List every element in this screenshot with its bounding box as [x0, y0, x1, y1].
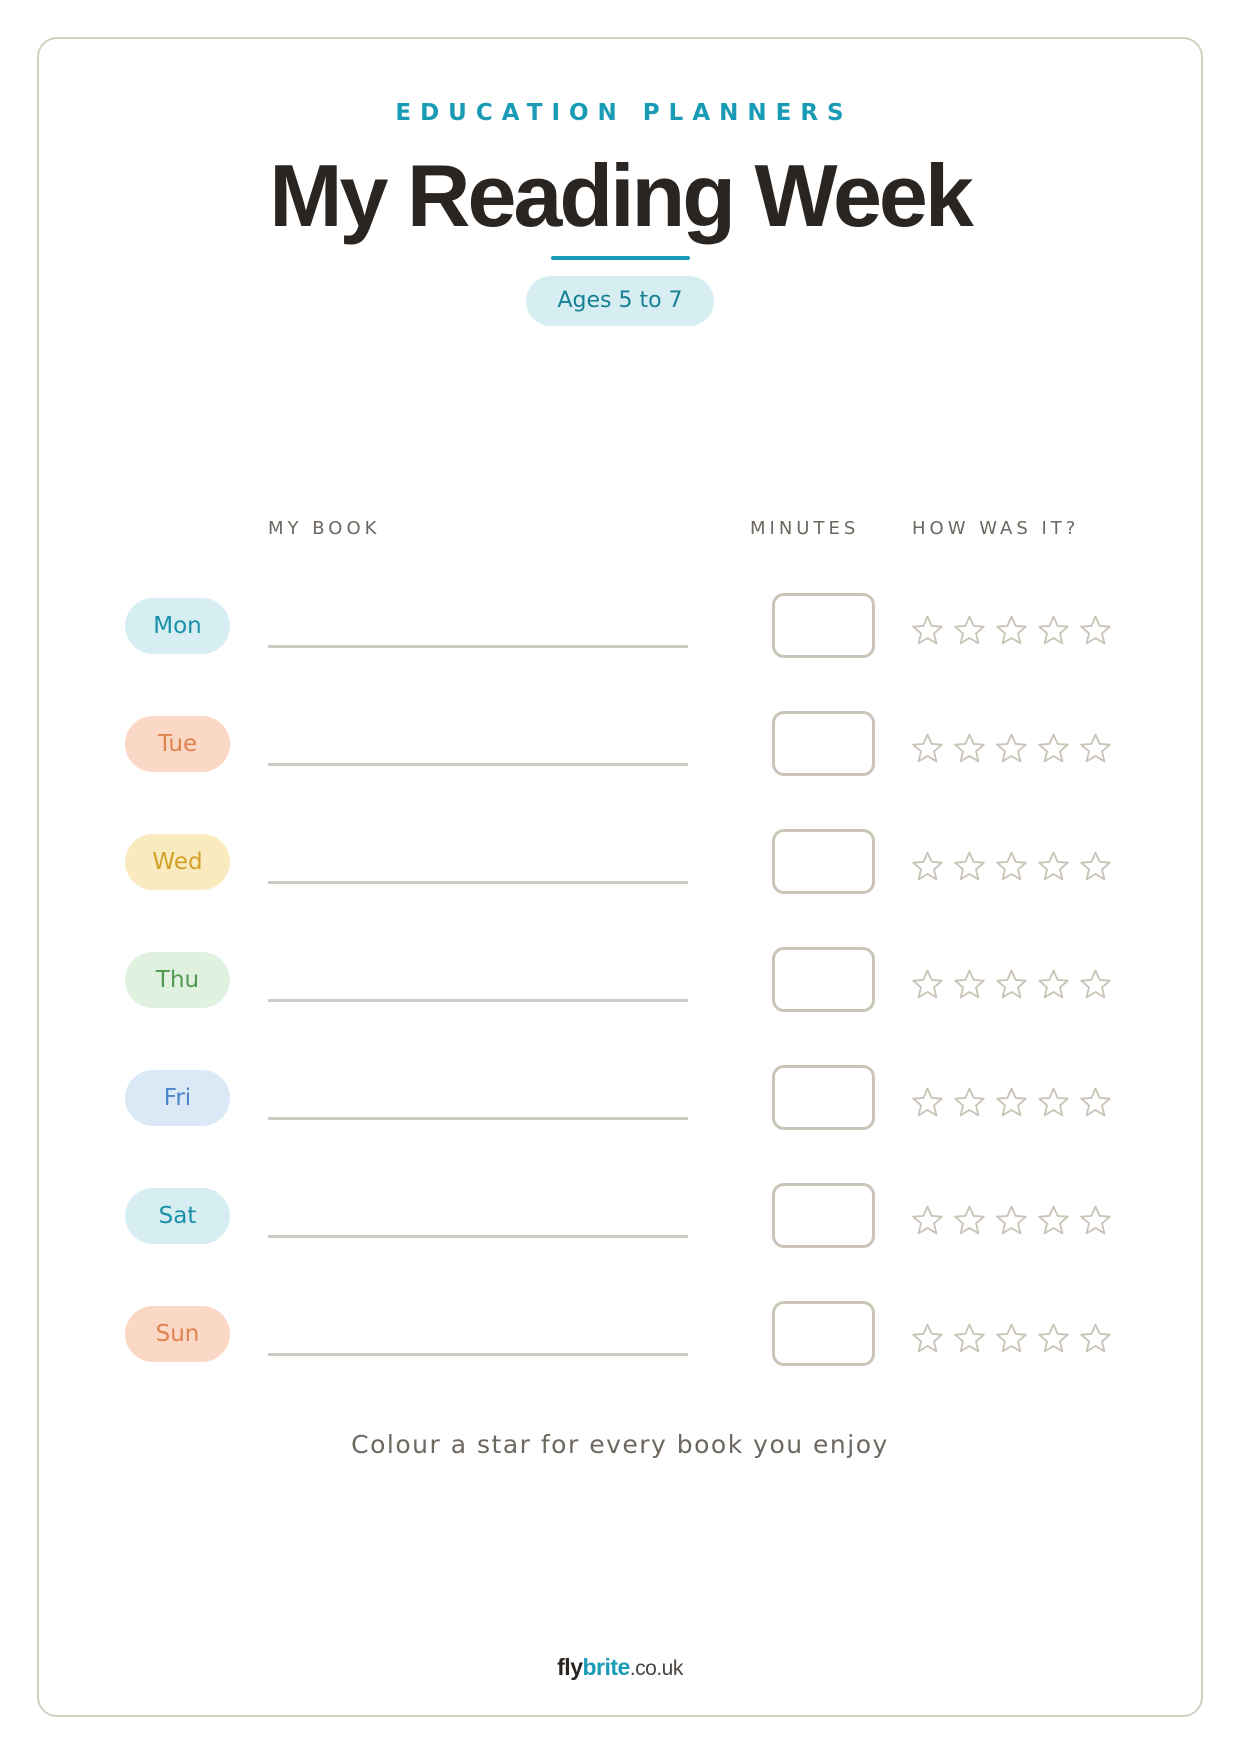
column-header-minutes: MINUTES — [750, 518, 860, 539]
star-outline-icon[interactable] — [911, 732, 944, 765]
day-label-thu: Thu — [125, 952, 230, 1008]
table-row — [0, 716, 1240, 796]
age-badge: Ages 5 to 7 — [526, 276, 714, 326]
star-outline-icon[interactable] — [1079, 1322, 1112, 1355]
star-outline-icon[interactable] — [911, 1204, 944, 1237]
table-row — [0, 834, 1240, 914]
day-label-sat: Sat — [125, 1188, 230, 1244]
star-outline-icon[interactable] — [953, 1204, 986, 1237]
star-outline-icon[interactable] — [953, 1322, 986, 1355]
star-outline-icon[interactable] — [995, 1204, 1028, 1237]
star-outline-icon[interactable] — [995, 850, 1028, 883]
star-rating — [911, 968, 1112, 1008]
star-outline-icon[interactable] — [995, 1322, 1028, 1355]
star-outline-icon[interactable] — [953, 614, 986, 647]
brand-part-brite: brite — [582, 1654, 630, 1680]
star-outline-icon[interactable] — [1037, 732, 1070, 765]
day-label-fri: Fri — [125, 1070, 230, 1126]
star-outline-icon[interactable] — [1079, 732, 1112, 765]
brand-logo — [0, 1654, 1240, 1681]
table-row — [0, 1306, 1240, 1386]
star-outline-icon[interactable] — [1037, 1086, 1070, 1119]
column-header-rating: HOW WAS IT? — [912, 518, 1080, 539]
table-row — [0, 952, 1240, 1032]
star-outline-icon[interactable] — [911, 850, 944, 883]
star-outline-icon[interactable] — [1079, 968, 1112, 1001]
book-title-field[interactable] — [268, 763, 688, 766]
book-title-field[interactable] — [268, 1353, 688, 1356]
minutes-box[interactable] — [772, 593, 875, 658]
day-label-mon: Mon — [125, 598, 230, 654]
star-outline-icon[interactable] — [953, 850, 986, 883]
star-outline-icon[interactable] — [995, 1086, 1028, 1119]
minutes-box[interactable] — [772, 1065, 875, 1130]
day-label-wed: Wed — [125, 834, 230, 890]
book-title-field[interactable] — [268, 999, 688, 1002]
eyebrow-label: EDUCATION PLANNERS — [395, 100, 853, 126]
star-outline-icon[interactable] — [953, 732, 986, 765]
star-rating — [911, 732, 1112, 772]
minutes-box[interactable] — [772, 829, 875, 894]
star-outline-icon[interactable] — [911, 1086, 944, 1119]
minutes-box[interactable] — [772, 947, 875, 1012]
book-title-field[interactable] — [268, 1235, 688, 1238]
star-rating — [911, 614, 1112, 654]
star-outline-icon[interactable] — [1037, 614, 1070, 647]
minutes-box[interactable] — [772, 1183, 875, 1248]
page-title: My Reading Week — [269, 146, 971, 245]
table-row — [0, 1070, 1240, 1150]
footer-instruction: Colour a star for every book you enjoy — [351, 1430, 889, 1459]
star-rating — [911, 850, 1112, 890]
star-outline-icon[interactable] — [1037, 1322, 1070, 1355]
column-header-book: MY BOOK — [268, 518, 381, 539]
day-label-tue: Tue — [125, 716, 230, 772]
book-title-field[interactable] — [268, 1117, 688, 1120]
minutes-box[interactable] — [772, 1301, 875, 1366]
table-row — [0, 598, 1240, 678]
star-outline-icon[interactable] — [1037, 850, 1070, 883]
book-title-field[interactable] — [268, 645, 688, 648]
star-outline-icon[interactable] — [953, 1086, 986, 1119]
star-outline-icon[interactable] — [1079, 1086, 1112, 1119]
star-outline-icon[interactable] — [911, 614, 944, 647]
star-outline-icon[interactable] — [1037, 968, 1070, 1001]
star-outline-icon[interactable] — [1079, 1204, 1112, 1237]
star-outline-icon[interactable] — [1079, 614, 1112, 647]
table-row — [0, 1188, 1240, 1268]
star-outline-icon[interactable] — [953, 968, 986, 1001]
star-outline-icon[interactable] — [995, 732, 1028, 765]
book-title-field[interactable] — [268, 881, 688, 884]
star-rating — [911, 1322, 1112, 1362]
star-outline-icon[interactable] — [995, 968, 1028, 1001]
star-outline-icon[interactable] — [1037, 1204, 1070, 1237]
star-outline-icon[interactable] — [911, 968, 944, 1001]
star-outline-icon[interactable] — [995, 614, 1028, 647]
title-underline — [551, 256, 690, 260]
brand-part-fly: fly — [557, 1654, 583, 1680]
star-rating — [911, 1086, 1112, 1126]
brand-part-domain: .co.uk — [629, 1657, 683, 1680]
star-outline-icon[interactable] — [1079, 850, 1112, 883]
minutes-box[interactable] — [772, 711, 875, 776]
day-label-sun: Sun — [125, 1306, 230, 1362]
star-outline-icon[interactable] — [911, 1322, 944, 1355]
star-rating — [911, 1204, 1112, 1244]
